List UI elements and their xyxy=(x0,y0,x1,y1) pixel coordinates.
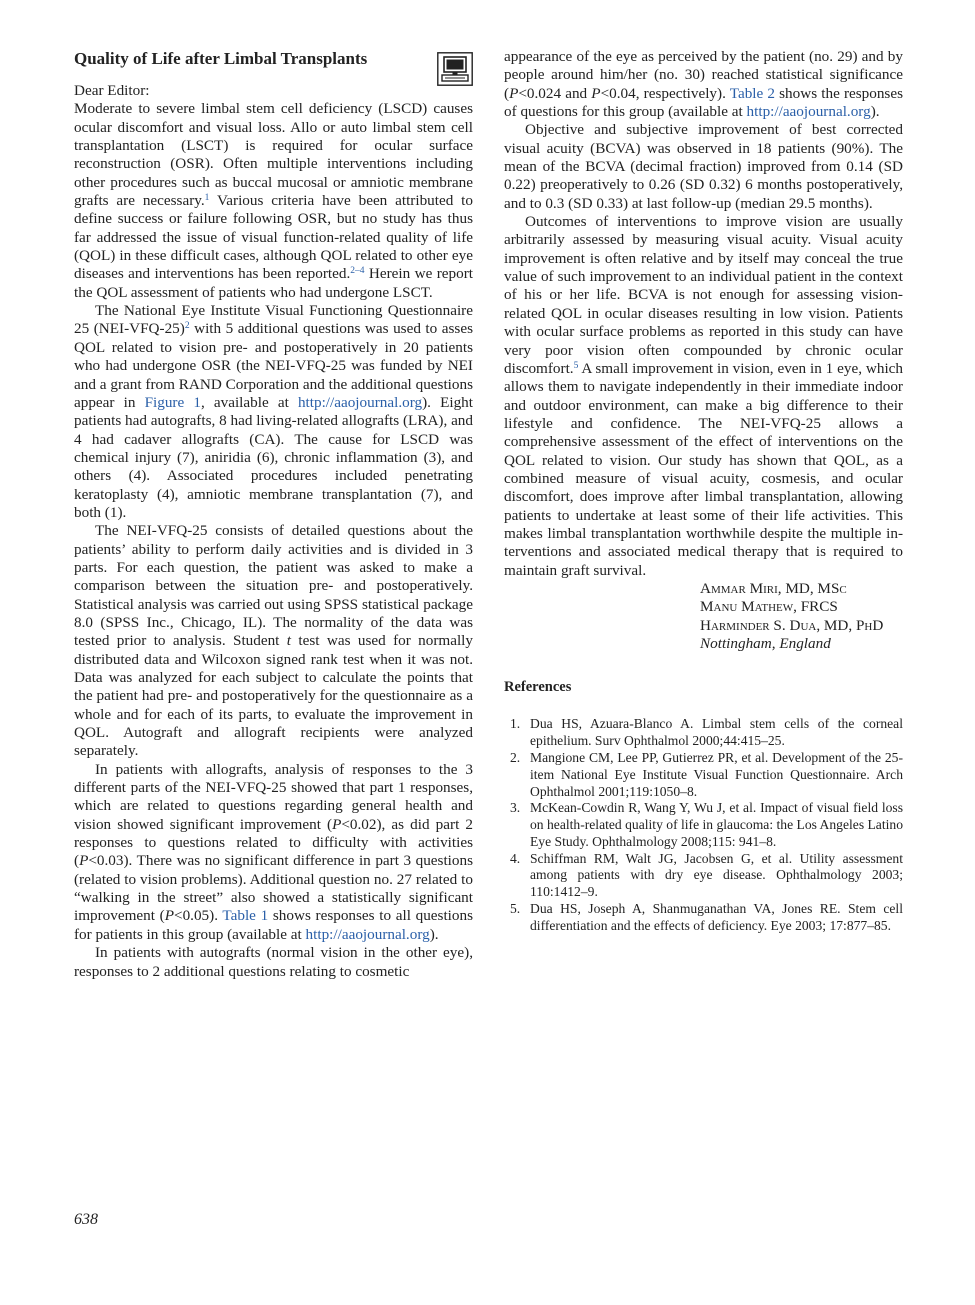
author-name: Manu Mathew, FRCS xyxy=(700,598,838,616)
table-2-link[interactable]: Table 2 xyxy=(729,84,775,102)
paragraph-autografts: In patients with autografts (normal vision in the other eye), responses to 2 additional questions relating to cosmetic xyxy=(74,944,473,980)
reference-item: 1. Dua HS, Azuara-Blanco A. Limbal stem cells of the corneal epithelium. Surv Ophthalmol 2000;44:415–25. xyxy=(510,716,903,749)
paragraph-intro: Moderate to severe limbal stem cell deficiency (LSCD) causes ocular discomfort and visual loss. Allo or auto limbal stem cell transplantation (LSCT) is required for ocular surface reconstruction (OSR). Often multiple interventions including other procedures such as buccal mucosal or amniotic membrane grafts are necessary.$^1$ Various criteria have been attributed to define success or failure following OSR, but no study has thus far addressed the issue of visual function-related quality of life (QOL) in these difficult cases, although QOL related to other eye diseases and interventions has been reported.$^{2-4}$ Herein we report the QOL assessment of patients who had undergone LSCT. xyxy=(74,100,473,301)
journal-link[interactable]: http://aaojournal.org xyxy=(305,925,430,943)
references-heading: References xyxy=(504,678,572,695)
journal-link[interactable]: http://aaojournal.org xyxy=(746,103,871,121)
citation[interactable]: 5 xyxy=(573,360,579,371)
right-column xyxy=(504,48,903,935)
citation[interactable]: 2–4 xyxy=(350,266,365,277)
page-number: 638 xyxy=(74,1211,98,1228)
citation[interactable]: 1 xyxy=(204,193,210,204)
figure-1-link[interactable]: Figure 1 xyxy=(144,393,201,411)
paragraph-analysis: The NEI-VFQ-25 consists of detailed questions about the patients’ ability to perform daily activities and is divided in 3 parts. For each question, the patient was asked to make a comparison between the situation pre- and postoperatively. Statistical analysis was carried out using SPSS statistical package 8.0 (SPSS Inc., Chicago, IL). The normality of the data was tested prior to analysis. Student t test was used for normally distributed data and Wilcoxon signed rank test when it was not. Data was analyzed for each subject to calculate the points that the patient had pre- and postoperatively for the questionnaire as a whole and for each of its parts, to evaluate the improvement in QOL. Autograft and allograft recipients were analyzed separately. xyxy=(74,522,473,760)
salutation: Dear Editor: xyxy=(74,82,150,99)
paragraph-allografts: In patients with allografts, analysis of responses to the 3 different parts of the NEI-VFQ-25 showed that part 1 responses, which are related to questions regarding general health and vision showed significant improvement (P<0.02), as did part 2 responses to questions related to difficulty with activities (P<0.03). There was no significant difference in part 3 questions (related to vision problems). Additional question no. 27 related to “walking in the street” also showed a statistically significant improvement (P<0.05). Table 1 shows responses to all questions for patients in this group (available at http://aaojournal.org). xyxy=(74,760,473,943)
article-title: Quality of Life after Limbal Transplants xyxy=(74,49,368,68)
reference-item: 4. Schiffman RM, Walt JG, Jacobsen G, et al. Utility assessment among patients with dry eye disease. Ophthalmology 2003; 110:1412–9. xyxy=(510,850,903,900)
reference-item: 2. Mangione CM, Lee PP, Gutierrez PR, et al. Development of the 25-item National Eye Institute Visual Function Questionnaire. Arch Ophthalmol 2001;119:1050–8. xyxy=(510,749,903,799)
author-location: Nottingham, England xyxy=(700,635,831,653)
left-column xyxy=(74,48,473,981)
references-list xyxy=(504,716,903,934)
citation[interactable]: 2 xyxy=(184,321,190,332)
reference-item: 5. Dua HS, Joseph A, Shanmuganathan VA, Jones RE. Stem cell differentiation and the effects of deficiency. Eye 2003; 17:877–85. xyxy=(510,901,903,933)
paragraph-autografts-cont: appearance of the eye as perceived by the patient (no. 29) and by people around him/her (no. 30) reached statistical significance (P<0.024 and P<0.04, respectively). Table 2 shows the responses of questions for this group (available at http://aaojournal.org). xyxy=(504,48,903,121)
table-1-link[interactable]: Table 1 xyxy=(222,907,269,925)
signature-block xyxy=(700,580,903,654)
paragraph-bcva: Objective and subjective improvement of best corrected visual acuity (BCVA) was observed in 18 patients (90%). The mean of the BCVA (decimal fraction) improved from 0.14 (SD 0.22) preoperatively to 0.26 (SD 0.32) 6 months postoperatively, and to 0.3 (SD 0.33) at last follow-up (median 29.5 months). xyxy=(504,121,903,212)
paragraph-methods: The National Eye Institute Visual Functioning Questionnaire 25 $(NEI-VFQ-25)^2$ with 5 additional questions was used to asses QOL related to vision pre- and postoperatively in 20 patients who had undergone OSR (the NEI-VFQ-25 was funded by NEI and a grant from RAND Corporation and the additional questions appear in Figure 1, available at http://aaojournal.org). Eight patients had autografts, 8 had living-related allografts (LRA), and 4 had cadaver allografts (CA). The cause for LSCD was chemical injury (7), aniridia (6), chronic inflammation (3), and others (4). Associated procedures included penetrating keratoplasty (4), amniotic membrane transplantation (7), and both (1). xyxy=(74,302,473,521)
author-name: Ammar Miri, MD, MSc xyxy=(700,579,847,597)
reference-item: 3. McKean-Cowdin R, Wang Y, Wu J, et al. Impact of visual field loss on health-related quality of life in glaucoma: the Los Angeles Latino Eye Study. Ophthalmology 2008;115: 941–8. xyxy=(510,800,903,849)
journal-link[interactable]: http://aaojournal.org xyxy=(297,393,423,411)
author-name: Harminder S. Dua, MD, PhD xyxy=(700,616,884,634)
paragraph-discussion: Outcomes of interventions to improve vision are usually arbitrarily assessed by measuring visual acuity. Visual acuity improvement is often relative and by itself may conceal the true value of such improvement to an individual patient in the context of his or her life. BCVA is not enough for assessing vision-related QOL in ocular diseases resulting in low vision. Patients with ocular surface problems as reported in this study can have very poor vision often compounded by chronic ocular discomfort.$^5$ A small improvement in vision, even in 1 eye, which allows them to navigate independently in their immediate indoor and outdoor environment, can make a big difference to their lifestyle and confidence. The NEI-VFQ-25 allows a comprehensive assessment of the effect of interventions on the QOL related to vision. Our study has shown that QOL, as a combined measure of visual acuity, cosmesis, and ocular discomfort, does improve after limbal transplantation, allowing patients to undertake at least some of their life activities. This makes limbal transplantation worthwhile despite the multiple interventions and associated medical therapy that is required to maintain graft survival. xyxy=(504,213,903,579)
